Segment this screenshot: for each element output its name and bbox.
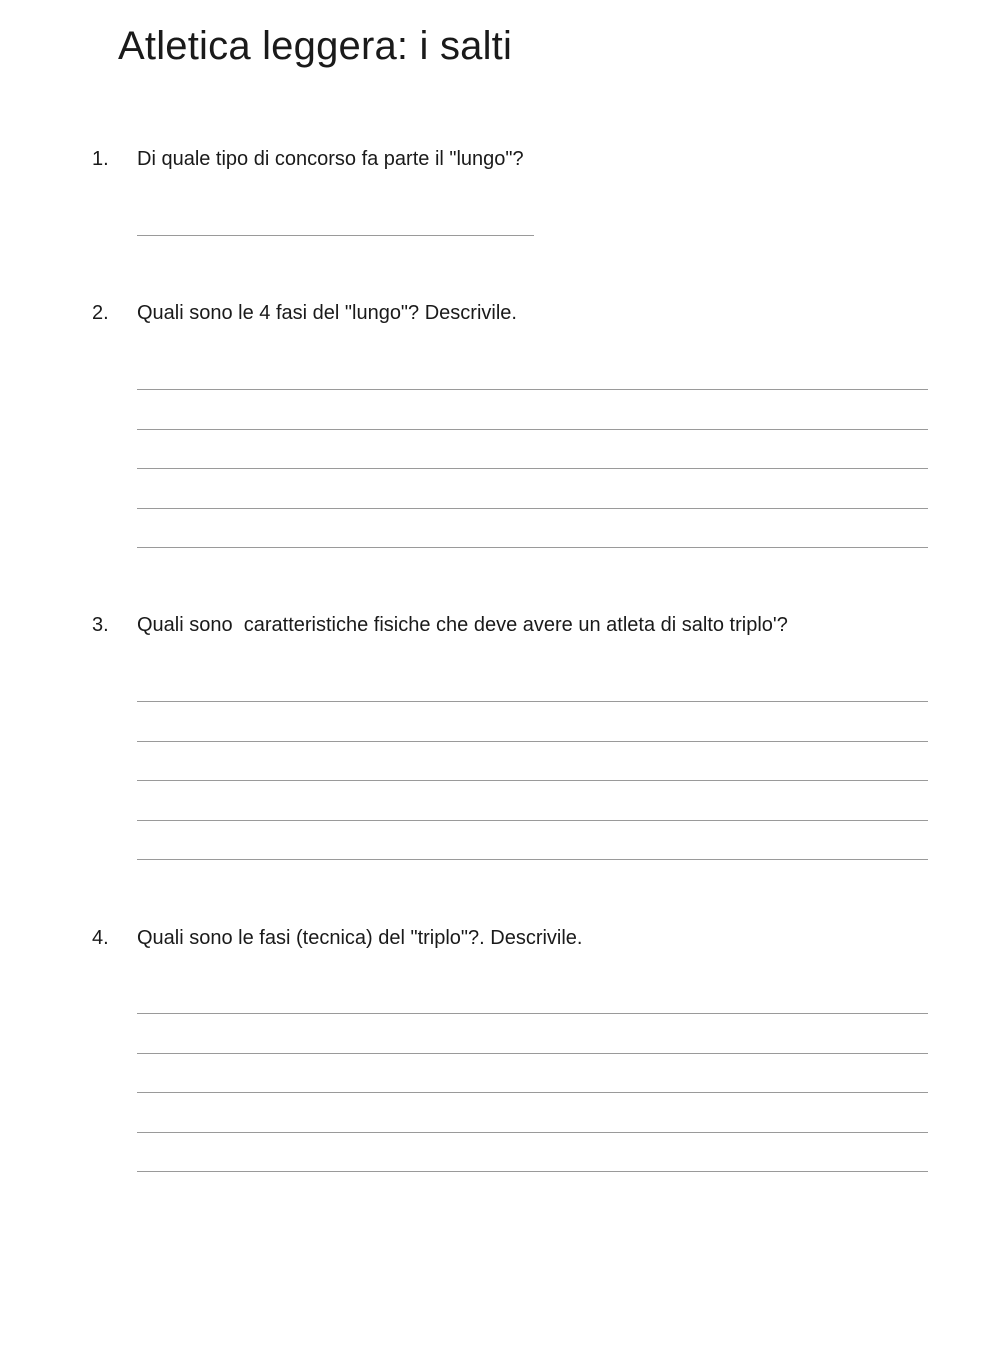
question-number: 1. [92,148,109,170]
question-text: Quali sono le 4 fasi del "lungo"? Descrivile. [137,302,517,324]
answer-line[interactable] [137,820,928,821]
question-number: 2. [92,302,109,324]
answer-line[interactable] [137,468,928,469]
answer-line[interactable] [137,508,928,509]
question-text: Quali sono le fasi (tecnica) del "triplo"?. Descrivile. [137,927,583,949]
answer-line[interactable] [137,859,928,860]
question-text: Quali sono caratteristiche fisiche che deve avere un atleta di salto triplo'? [137,614,788,636]
answer-line[interactable] [137,701,928,702]
answer-line[interactable] [137,1053,928,1054]
question-number: 3. [92,614,109,636]
question-text: Di quale tipo di concorso fa parte il "lungo"? [137,148,524,170]
answer-line[interactable] [137,1092,928,1093]
answer-line[interactable] [137,547,928,548]
answer-line[interactable] [137,1013,928,1014]
answer-line[interactable] [137,235,534,236]
answer-line[interactable] [137,1132,928,1133]
answer-line[interactable] [137,389,928,390]
answer-line[interactable] [137,780,928,781]
answer-line[interactable] [137,429,928,430]
page-title: Atletica leggera: i salti [118,24,513,68]
question-number: 4. [92,927,109,949]
answer-line[interactable] [137,1171,928,1172]
answer-line[interactable] [137,741,928,742]
